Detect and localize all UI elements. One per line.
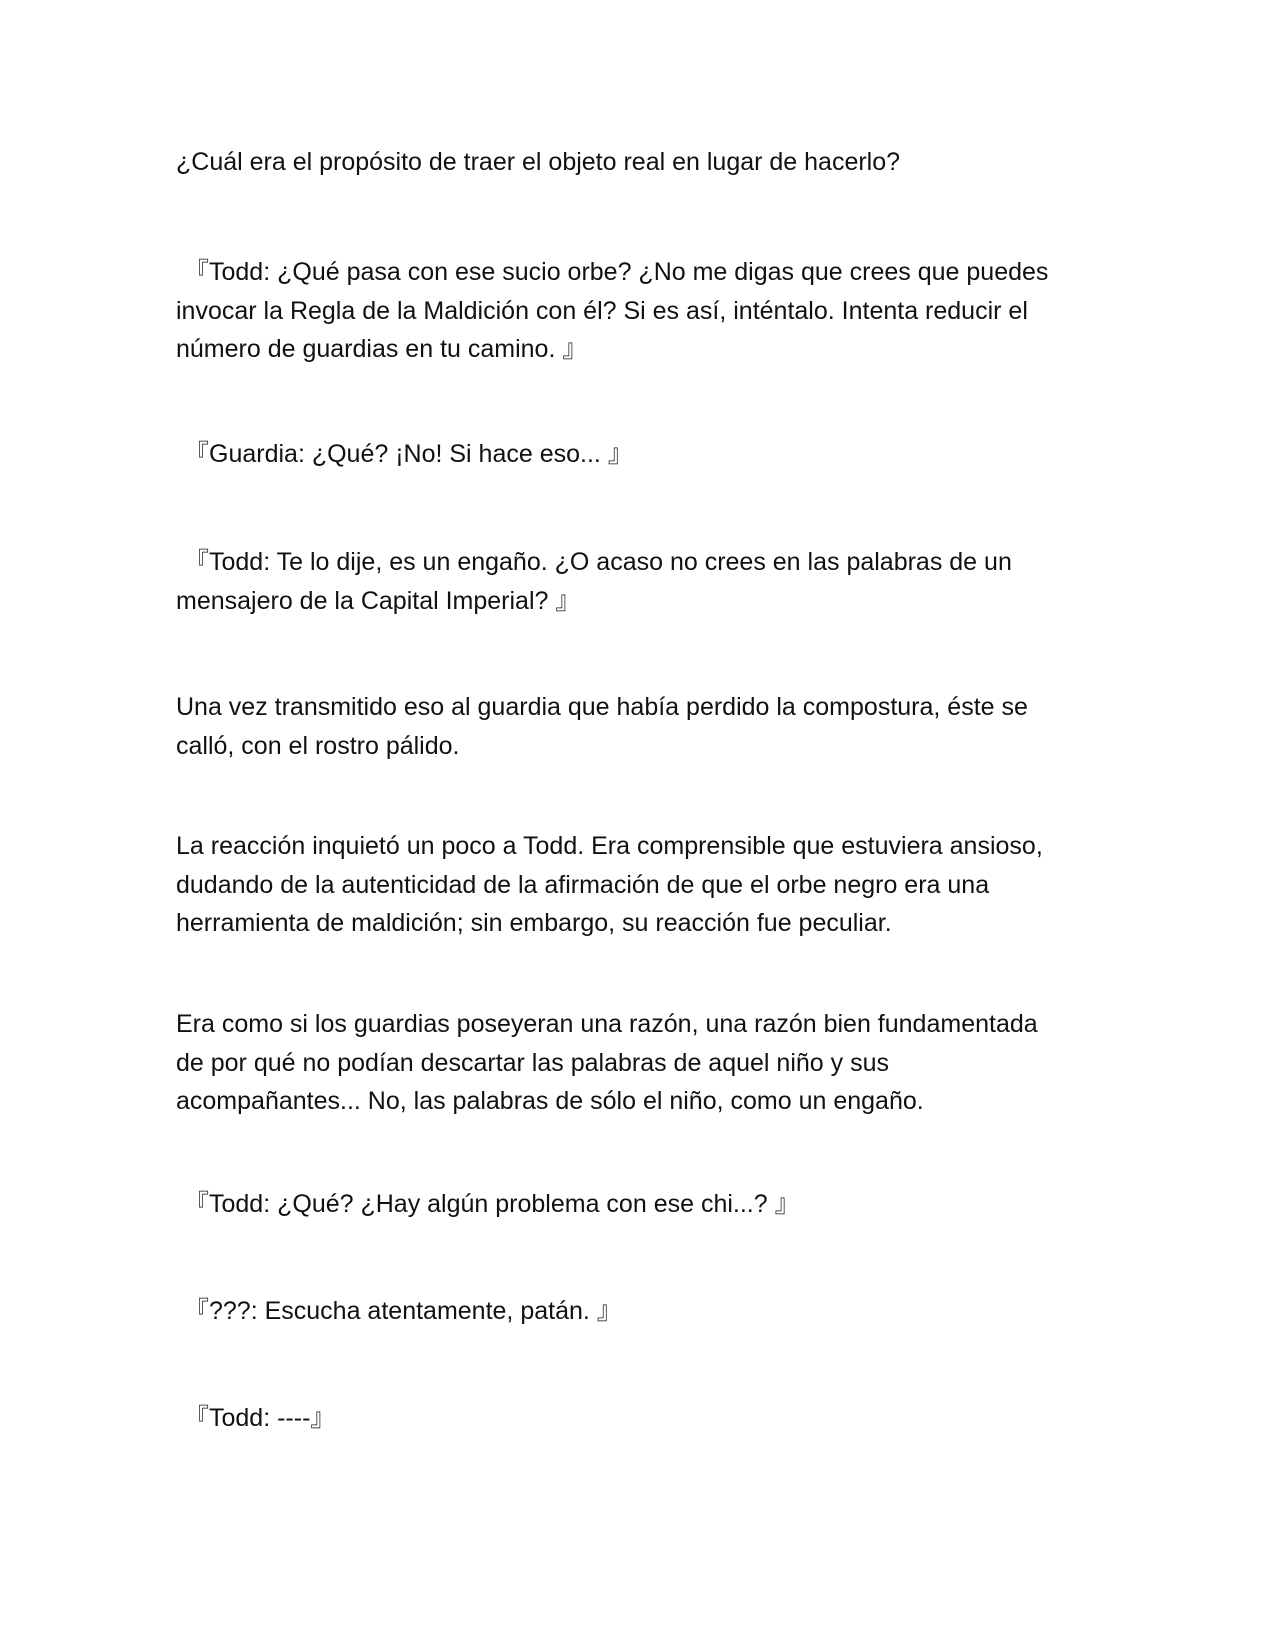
text-line: invocar la Regla de la Maldición con él? Si es así, inténtalo. Intenta reducir el [176, 296, 1028, 325]
paragraph-narration-1 [176, 143, 1116, 182]
paragraph-dialogue-guardia [184, 435, 1124, 474]
text-line: herramienta de maldición; sin embargo, su reacción fue peculiar. [176, 909, 892, 937]
paragraph-narration-3 [176, 827, 1116, 943]
text-line: calló, con el rostro pálido. [176, 731, 460, 760]
text-line: 『Todd: ¿Qué pasa con ese sucio orbe? ¿No me digas que crees que puedes [184, 258, 1049, 286]
text-line: dudando de la autenticidad de la afirmación de que el orbe negro era una [176, 870, 990, 899]
text-line: Era como si los guardias poseyeran una razón, una razón bien fundamentada [176, 1010, 1038, 1038]
paragraph-dialogue-todd-1 [176, 253, 1124, 369]
text-line: 『Todd: Te lo dije, es un engaño. ¿O acaso no crees en las palabras de un [184, 548, 1012, 576]
text-line: La reacción inquietó un poco a Todd. Era comprensible que estuviera ansioso, [176, 832, 1043, 860]
paragraph-narration-2 [176, 688, 1116, 765]
text-line: 『Todd: ¿Qué? ¿Hay algún problema con ese chi...? 』 [184, 1190, 800, 1218]
paragraph-dialogue-todd-2 [176, 543, 1124, 620]
text-line: mensajero de la Capital Imperial? 』 [176, 586, 581, 615]
text-line: de por qué no podían descartar las palabras de aquel niño y sus [176, 1048, 889, 1077]
paragraph-narration-4 [176, 1005, 1116, 1121]
text-line: Una vez transmitido eso al guardia que había perdido la compostura, éste se [176, 693, 1028, 721]
text-line: número de guardias en tu camino. 』 [176, 335, 588, 363]
text-line: 『Guardia: ¿Qué? ¡No! Si hace eso... 』 [184, 440, 633, 468]
paragraph-dialogue-todd-4 [184, 1399, 1124, 1438]
paragraph-dialogue-todd-3 [184, 1185, 1124, 1224]
text-line: 『???: Escucha atentamente, patán. 』 [184, 1297, 622, 1325]
paragraph-dialogue-unknown [184, 1292, 1124, 1331]
text-line: acompañantes... No, las palabras de sólo el niño, como un engaño. [176, 1087, 924, 1115]
text-line: ¿Cuál era el propósito de traer el objeto real en lugar de hacerlo? [176, 148, 901, 176]
text-line: 『Todd: ----』 [184, 1404, 336, 1432]
